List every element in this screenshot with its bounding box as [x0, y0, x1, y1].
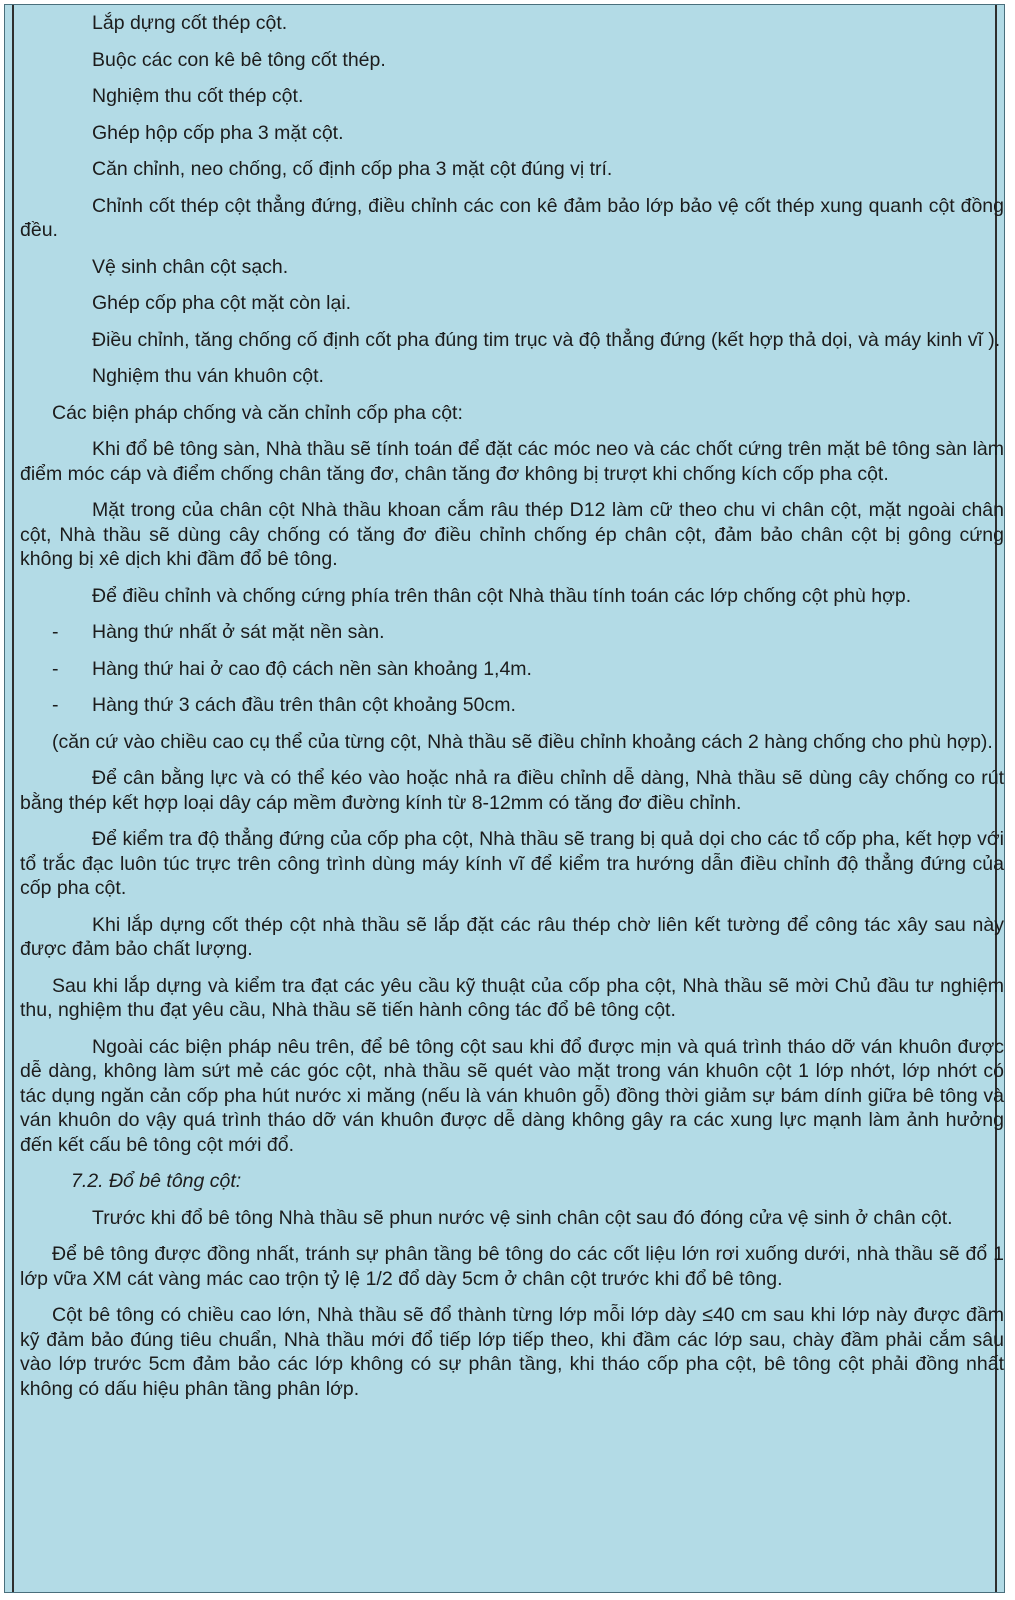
- step-paragraph: Ghép hộp cốp pha 3 mặt cột.: [92, 121, 344, 144]
- step-paragraph: Vệ sinh chân cột sạch.: [92, 255, 289, 278]
- section-paragraph: Cột bê tông có chiều cao lớn, Nhà thầu sẽ đổ thành từng lớp mỗi lớp dày ≤40 cm sau khi lớp này được đầm kỹ đảm bảo đúng tiêu chuẩn, Nhà thầu mới đổ tiếp lớp tiếp theo, khi đầm các lớp sau, chày đầm phải cắm sâu vào lớp trước 5cm đảm bảo các lớp không có sự phân tầng, khi tháo cốp pha cột, bê tông cột phải đồng nhất không có dấu hiệu phân tầng phân lớp.: [20, 1304, 1004, 1400]
- dash-marker: -: [52, 694, 59, 716]
- step-paragraph: Nghiệm thu cốt thép cột.: [92, 85, 304, 107]
- bracing-paragraph: Mặt trong của chân cột Nhà thầu khoan cắm râu thép D12 làm cữ theo chu vi chân cột, mặt ngoài chân cột, Nhà thầu sẽ dùng cây chống có tăng đơ điều chỉnh chống ép chân cột, đảm bảo chân cột bị gông cứng không bị xê dịch khi đầm đổ bê tông.: [20, 499, 1004, 570]
- bracing-row-item: [20, 657, 1004, 682]
- bracing-paragraph: Khi đổ bê tông sàn, Nhà thầu sẽ tính toán để đặt các móc neo và các chốt cứng trên mặt bê tông sàn làm điểm móc cáp và điểm chống chân tăng đơ, chân tăng đơ không bị trượt khi chống kích cốp pha cột.: [20, 438, 1004, 485]
- bracing-row-text: Hàng thứ nhất ở sát mặt nền sàn.: [92, 621, 385, 643]
- bracing-row-text: Hàng thứ 3 cách đầu trên thân cột khoảng 50cm.: [92, 694, 516, 716]
- inspection-paragraph: Sau khi lắp dựng và kiểm tra đạt các yêu cầu kỹ thuật của cốp pha cột, Nhà thầu sẽ mời Chủ đầu tư nghiệm thu, nghiệm thu đạt yêu cầu, Nhà thầu sẽ tiến hành công tác đổ bê tông cột.: [20, 974, 1004, 1021]
- section-heading: 7.2. Đổ bê tông cột:: [71, 1170, 242, 1192]
- bracing-row-item: [20, 620, 1004, 645]
- step-paragraph: Chỉnh cốt thép cột thẳng đứng, điều chỉnh các con kê đảm bảo lớp bảo vệ cốt thép xung quanh cột đồng đều.: [20, 194, 1004, 241]
- bracing-note: (căn cứ vào chiều cao cụ thể của từng cột, Nhà thầu sẽ điều chỉnh khoảng cách 2 hàng chống cho phù hợp).: [52, 730, 993, 753]
- bracing-paragraph: Để kiểm tra độ thẳng đứng của cốp pha cột, Nhà thầu sẽ trang bị quả dọi cho các tổ cốp pha, kết hợp với tổ trắc đạc luôn túc trực trên công trình dùng máy kính vĩ để kiểm tra hướng dẫn điều chỉnh độ thẳng đứng của cốp pha cột.: [20, 828, 1004, 899]
- oil-coating-paragraph: Ngoài các biện pháp nêu trên, để bê tông cột sau khi đổ được mịn và quá trình tháo dỡ ván khuôn được dễ dàng, không làm sứt mẻ các góc cột, nhà thầu sẽ quét vào mặt trong ván khuôn cột 1 lớp nhớt, lớp nhớt có tác dụng ngăn cản cốp pha hút nước xi măng (nếu là ván khuôn gỗ) đồng thời giảm sự bám dính giữa bê tông và ván khuôn do vậy quá trình tháo dỡ ván khuôn được dễ dàng không gây ra các xung lực mạnh làm ảnh hưởng đến kết cấu bê tông cột mới đổ.: [20, 1035, 1004, 1156]
- bracing-paragraph: Để cân bằng lực và có thể kéo vào hoặc nhả ra điều chỉnh dễ dàng, Nhà thầu sẽ dùng cây chống co rút bằng thép kết hợp loại dây cáp mềm đường kính từ 8-12mm có tăng đơ điều chỉnh.: [20, 767, 1004, 814]
- dash-marker: -: [52, 621, 59, 643]
- step-paragraph: Buộc các con kê bê tông cốt thép.: [92, 48, 386, 71]
- bracing-paragraph: Để điều chỉnh và chống cứng phía trên thân cột Nhà thầu tính toán các lớp chống cột phù hợp.: [92, 584, 912, 607]
- step-paragraph: Căn chỉnh, neo chống, cố định cốp pha 3 mặt cột đúng vị trí.: [92, 158, 613, 180]
- bracing-paragraph: Khi lắp dựng cốt thép cột nhà thầu sẽ lắp đặt các râu thép chờ liên kết tường để công tác xây sau này được đảm bảo chất lượng.: [20, 913, 1004, 960]
- bracing-title: Các biện pháp chống và căn chỉnh cốp pha cột:: [52, 401, 463, 424]
- step-paragraph: Ghép cốp pha cột mặt còn lại.: [92, 292, 352, 314]
- step-paragraph: Nghiệm thu ván khuôn cột.: [92, 365, 324, 387]
- document-body: [20, 11, 1004, 1413]
- step-paragraph: Điều chỉnh, tăng chống cố định cốt pha đúng tim trục và độ thẳng đứng (kết hợp thả dọi, và máy kinh vĩ ).: [92, 328, 1001, 351]
- section-paragraph: Trước khi đổ bê tông Nhà thầu sẽ phun nước vệ sinh chân cột sau đó đóng cửa vệ sinh ở chân cột.: [92, 1206, 953, 1229]
- section-paragraph: Để bê tông được đồng nhất, tránh sự phân tầng bê tông do các cốt liệu lớn rơi xuống dưới, nhà thầu sẽ đổ 1 lớp vữa XM cát vàng mác cao trộn tỷ lệ 1/2 đổ dày 5cm ở chân cột trước khi đổ bê tông.: [20, 1243, 1004, 1290]
- page-frame: [4, 4, 1005, 1593]
- bracing-row-item: [20, 693, 1004, 718]
- step-paragraph: Lắp dựng cốt thép cột.: [92, 12, 288, 34]
- dash-marker: -: [52, 657, 59, 680]
- bracing-row-text: Hàng thứ hai ở cao độ cách nền sàn khoảng 1,4m.: [92, 657, 532, 680]
